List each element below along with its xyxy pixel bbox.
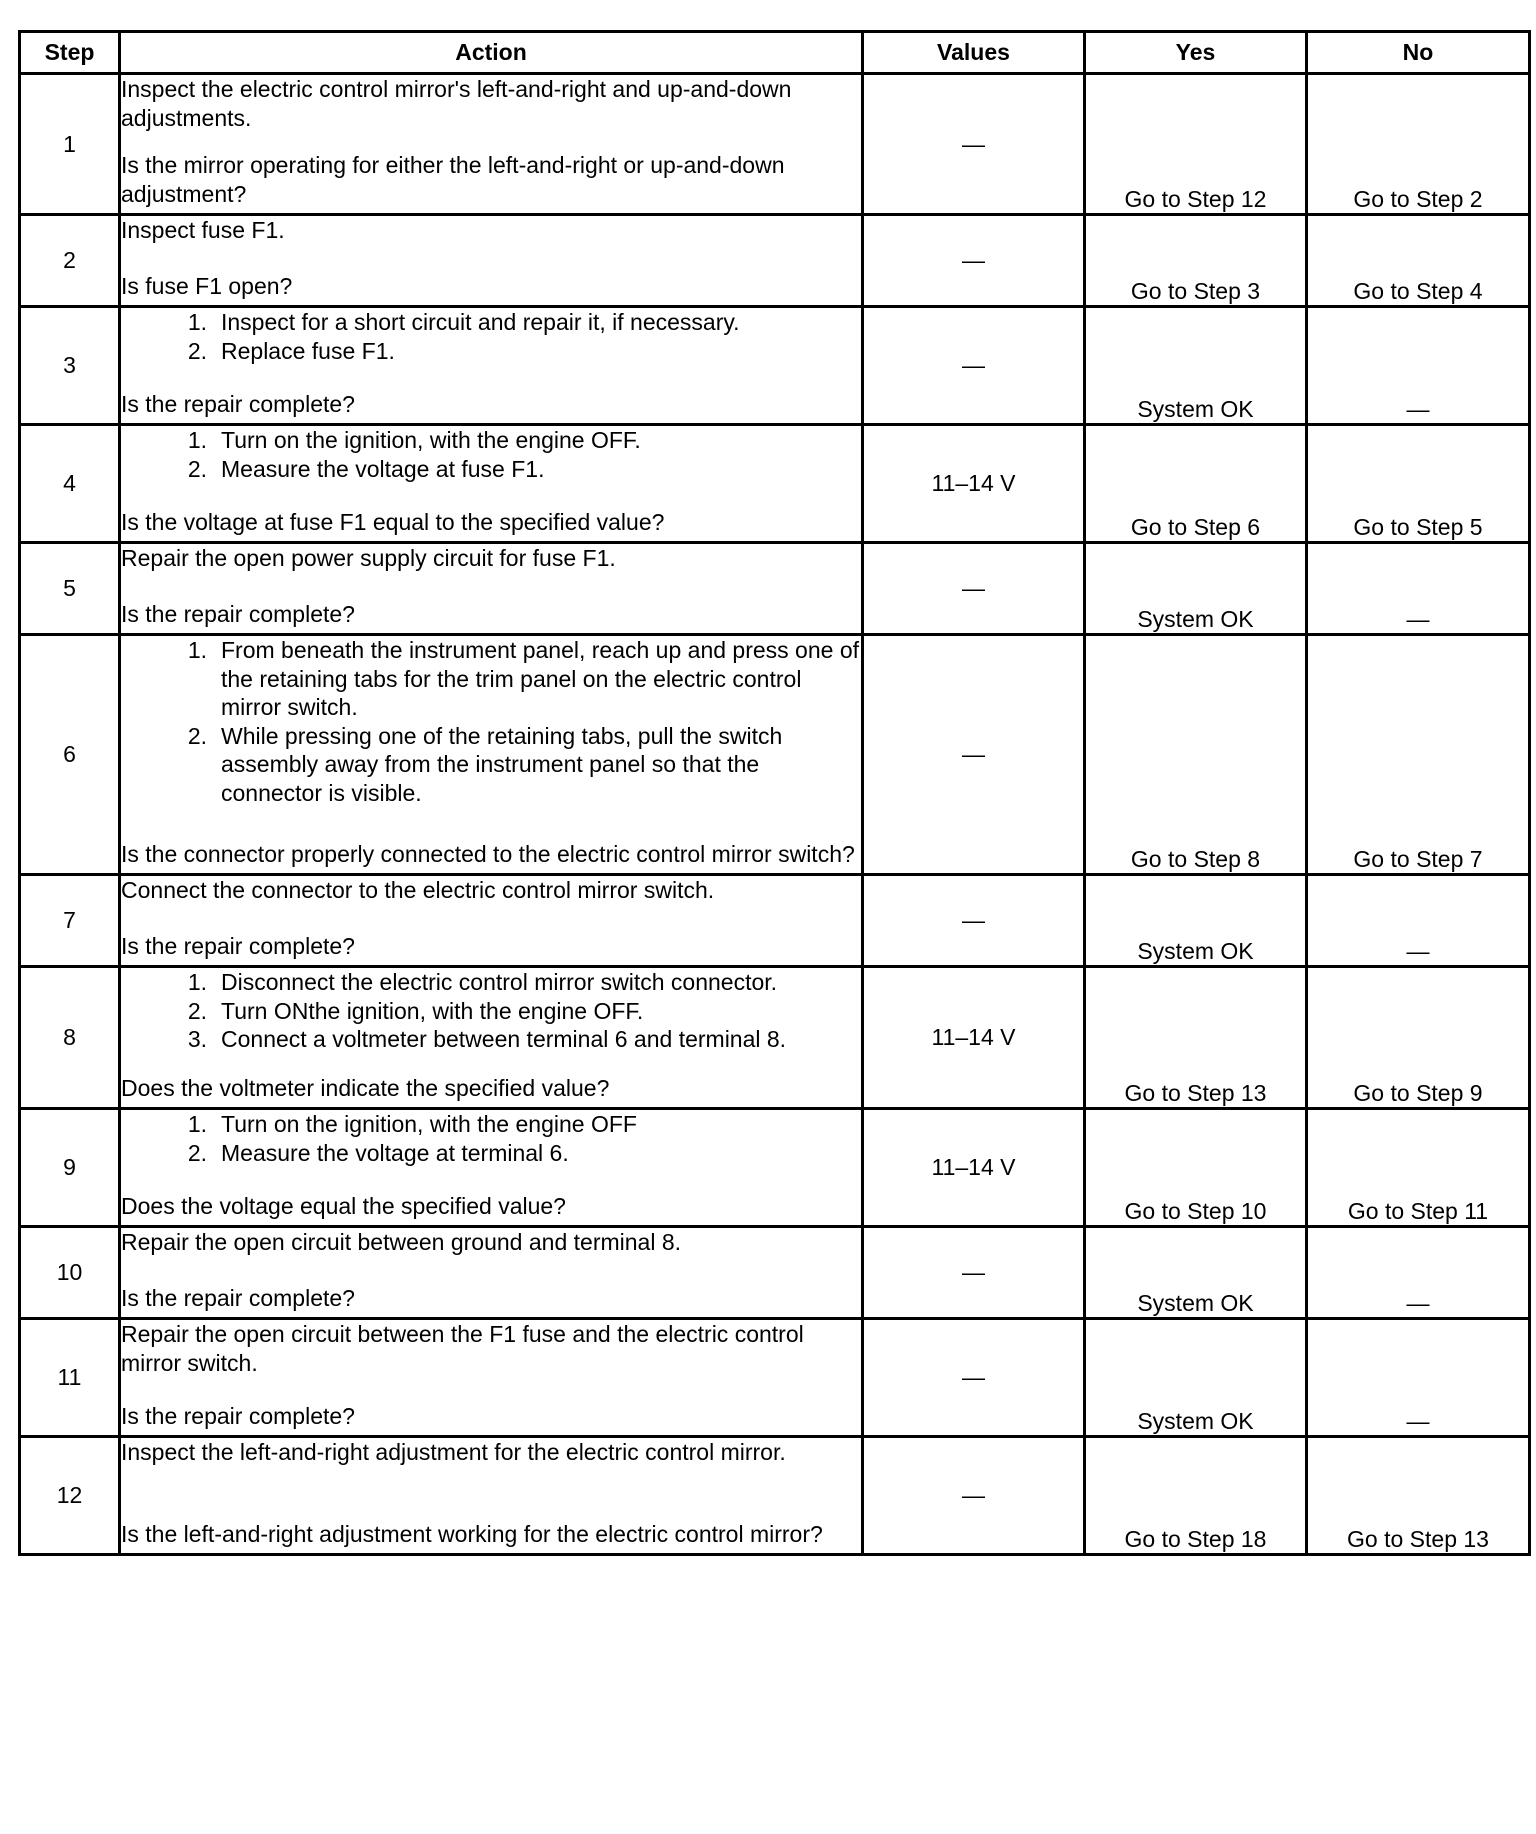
no-cell: Go to Step 9	[1307, 967, 1530, 1109]
table-row	[20, 1109, 1530, 1227]
action-question: Does the voltmeter indicate the specified value?	[121, 1074, 610, 1101]
diagnostic-table	[18, 30, 1531, 1556]
table-row	[20, 1437, 1530, 1555]
action-question: Is the repair complete?	[121, 1284, 355, 1311]
yes-cell: System OK	[1085, 1227, 1307, 1319]
substep-text: Measure the voltage at terminal 6.	[221, 1139, 569, 1166]
step-number: 11	[20, 1319, 120, 1437]
substep-number: 2.	[187, 722, 207, 749]
yes-cell: Go to Step 18	[1085, 1437, 1307, 1555]
yes-cell: System OK	[1085, 307, 1307, 425]
header-row	[20, 32, 1530, 74]
action-instruction: Inspect the electric control mirror's left-and-right and up-and-down adjustments.	[121, 76, 792, 131]
yes-cell: Go to Step 8	[1085, 635, 1307, 875]
action-question: Is the repair complete?	[121, 390, 355, 417]
step-number: 8	[20, 967, 120, 1109]
yes-cell: Go to Step 12	[1085, 74, 1307, 215]
no-cell: Go to Step 4	[1307, 215, 1530, 307]
no-cell: —	[1307, 875, 1530, 967]
no-cell: Go to Step 5	[1307, 425, 1530, 543]
action-question: Is the repair complete?	[121, 932, 355, 959]
substep-text: Turn ONthe ignition, with the engine OFF.	[221, 997, 644, 1024]
no-cell: Go to Step 11	[1307, 1109, 1530, 1227]
substep-number: 1.	[187, 969, 207, 995]
value-cell: —	[863, 635, 1085, 875]
substep-item	[121, 1110, 861, 1139]
action-substeps	[121, 1110, 861, 1167]
action-instruction: Repair the open power supply circuit for fuse F1.	[121, 545, 616, 571]
substep-number: 2.	[187, 1139, 207, 1166]
table-row	[20, 875, 1530, 967]
table-row	[20, 307, 1530, 425]
action-cell	[120, 215, 863, 307]
table-row	[20, 1227, 1530, 1319]
table-row	[20, 1319, 1530, 1437]
substep-text: Connect a voltmeter between terminal 6 and terminal 8.	[221, 1026, 787, 1052]
value-cell: 11–14 V	[863, 967, 1085, 1109]
action-question: Is the voltage at fuse F1 equal to the specified value?	[121, 508, 665, 535]
table-body	[20, 74, 1530, 1555]
step-number: 9	[20, 1109, 120, 1227]
action-cell	[120, 875, 863, 967]
substep-number: 1.	[187, 309, 207, 335]
header-no: No	[1307, 32, 1530, 74]
value-cell: —	[863, 1319, 1085, 1437]
substep-number: 2.	[187, 997, 207, 1024]
substep-item	[121, 997, 861, 1026]
value-cell: —	[863, 1227, 1085, 1319]
substep-text: From beneath the instrument panel, reach up and press one of the retaining tabs for the trim panel on the electric control mirror switch.	[221, 637, 860, 720]
step-number: 10	[20, 1227, 120, 1319]
substep-text: Disconnect the electric control mirror switch connector.	[221, 969, 778, 995]
substep-text: While pressing one of the retaining tabs, pull the switch assembly away from the instrument panel so that the connector is visible.	[221, 722, 783, 806]
no-cell: Go to Step 2	[1307, 74, 1530, 215]
no-cell: —	[1307, 307, 1530, 425]
action-question: Is the left-and-right adjustment working for the electric control mirror?	[121, 1520, 823, 1547]
yes-cell: System OK	[1085, 875, 1307, 967]
substep-item	[121, 337, 861, 366]
action-cell	[120, 1437, 863, 1555]
substep-number: 2.	[187, 337, 207, 364]
value-cell: —	[863, 543, 1085, 635]
value-cell: —	[863, 1437, 1085, 1555]
action-question: Is the connector properly connected to the electric control mirror switch?	[121, 840, 855, 867]
substep-item	[121, 1025, 861, 1054]
value-cell: —	[863, 215, 1085, 307]
substep-number: 1.	[187, 427, 207, 453]
action-substeps	[121, 308, 861, 365]
no-cell: Go to Step 13	[1307, 1437, 1530, 1555]
substep-item	[121, 968, 861, 997]
header-step: Step	[20, 32, 120, 74]
action-cell	[120, 1227, 863, 1319]
action-instruction: Inspect fuse F1.	[121, 217, 285, 243]
no-cell: —	[1307, 543, 1530, 635]
substep-item	[121, 636, 861, 722]
table-row	[20, 967, 1530, 1109]
step-number: 12	[20, 1437, 120, 1555]
action-cell	[120, 967, 863, 1109]
step-number: 3	[20, 307, 120, 425]
substep-item	[121, 455, 861, 484]
action-substeps	[121, 426, 861, 483]
action-question: Does the voltage equal the specified value?	[121, 1192, 566, 1219]
no-cell: Go to Step 7	[1307, 635, 1530, 875]
yes-cell: Go to Step 3	[1085, 215, 1307, 307]
value-cell: —	[863, 875, 1085, 967]
no-cell: —	[1307, 1227, 1530, 1319]
action-cell	[120, 307, 863, 425]
action-cell	[120, 425, 863, 543]
substep-item	[121, 1139, 861, 1168]
header-values: Values	[863, 32, 1085, 74]
action-question: Is the repair complete?	[121, 600, 355, 627]
action-cell	[120, 543, 863, 635]
substep-text: Inspect for a short circuit and repair it, if necessary.	[221, 309, 740, 335]
substep-text: Measure the voltage at fuse F1.	[221, 455, 545, 482]
substep-text: Turn on the ignition, with the engine OFF	[221, 1111, 637, 1137]
step-number: 1	[20, 74, 120, 215]
yes-cell: System OK	[1085, 543, 1307, 635]
substep-number: 2.	[187, 455, 207, 482]
table-row	[20, 425, 1530, 543]
substep-number: 1.	[187, 1111, 207, 1137]
action-instruction: Connect the connector to the electric control mirror switch.	[121, 877, 715, 903]
value-cell: —	[863, 74, 1085, 215]
action-substeps	[121, 636, 861, 807]
value-cell: 11–14 V	[863, 425, 1085, 543]
yes-cell: System OK	[1085, 1319, 1307, 1437]
substep-item	[121, 722, 861, 808]
value-cell: —	[863, 307, 1085, 425]
step-number: 6	[20, 635, 120, 875]
action-question: Is the mirror operating for either the left-and-right or up-and-down adjustment?	[121, 152, 785, 207]
table-row	[20, 215, 1530, 307]
action-cell	[120, 635, 863, 875]
action-question: Is fuse F1 open?	[121, 272, 293, 299]
substep-number: 3.	[187, 1026, 207, 1052]
action-substeps	[121, 968, 861, 1054]
table-row	[20, 635, 1530, 875]
substep-number: 1.	[187, 637, 207, 663]
table-row	[20, 74, 1530, 215]
action-instruction: Repair the open circuit between the F1 fuse and the electric control mirror switch.	[121, 1321, 804, 1376]
action-cell	[120, 1109, 863, 1227]
substep-item	[121, 426, 861, 455]
value-cell: 11–14 V	[863, 1109, 1085, 1227]
yes-cell: Go to Step 13	[1085, 967, 1307, 1109]
step-number: 2	[20, 215, 120, 307]
substep-item	[121, 308, 861, 337]
action-cell	[120, 74, 863, 215]
action-instruction: Inspect the left-and-right adjustment for the electric control mirror.	[121, 1439, 786, 1465]
no-cell: —	[1307, 1319, 1530, 1437]
table-row	[20, 543, 1530, 635]
step-number: 5	[20, 543, 120, 635]
step-number: 4	[20, 425, 120, 543]
action-question: Is the repair complete?	[121, 1402, 355, 1429]
substep-text: Replace fuse F1.	[221, 337, 395, 364]
header-yes: Yes	[1085, 32, 1307, 74]
action-cell	[120, 1319, 863, 1437]
header-action: Action	[120, 32, 863, 74]
substep-text: Turn on the ignition, with the engine OFF.	[221, 427, 641, 453]
step-number: 7	[20, 875, 120, 967]
yes-cell: Go to Step 10	[1085, 1109, 1307, 1227]
action-instruction: Repair the open circuit between ground and terminal 8.	[121, 1229, 682, 1255]
yes-cell: Go to Step 6	[1085, 425, 1307, 543]
